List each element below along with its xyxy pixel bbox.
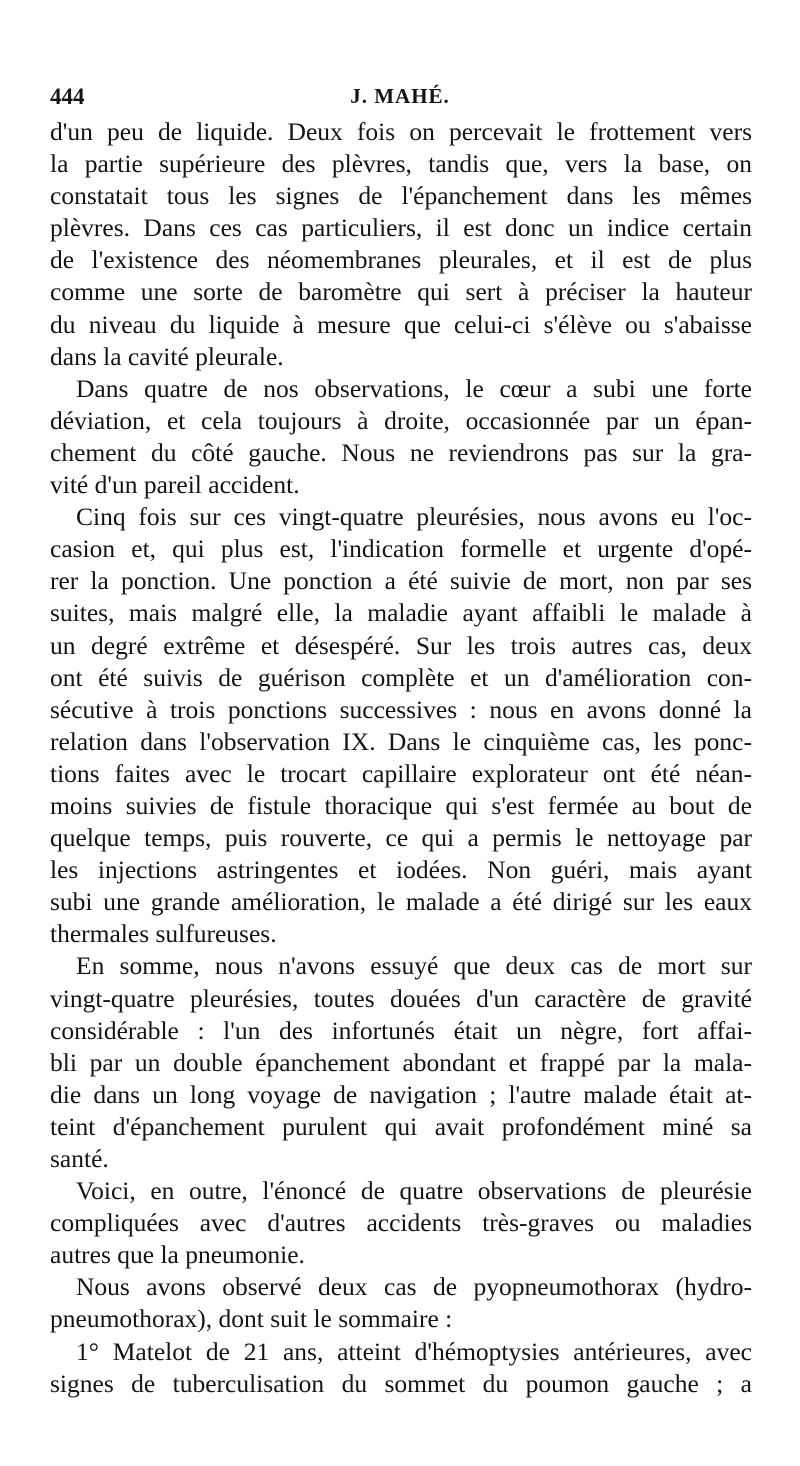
text-line: dans la cavité pleurale. — [50, 341, 284, 371]
paragraph — [50, 1336, 752, 1400]
text-line: vité d'un pareil accident. — [50, 470, 300, 500]
text-line: autres que la pneumonie. — [50, 1240, 305, 1270]
text-line: comme une sorte de baromètre qui sert à préciser la hauteur — [50, 277, 752, 307]
text-line: les injections astringentes et iodées. Non guéri, mais ayant — [50, 855, 752, 885]
text-line: d'un peu de liquide. Deux fois on percevait le frottement vers — [50, 117, 752, 146]
text-line: plèvres. Dans ces cas particuliers, il est donc un indice certain — [50, 213, 752, 243]
text-line: signes de tuberculisation du sommet du poumon gauche ; a — [50, 1368, 752, 1398]
text-line: casion et, qui plus est, l'indication formelle et urgente d'opé- — [50, 534, 752, 564]
text-line: 1° Matelot de 21 ans, atteint d'hémoptysies antérieures, avec — [76, 1336, 752, 1366]
text-line: die dans un long voyage de navigation ; l'autre malade était at- — [50, 1079, 752, 1109]
text-line: vingt-quatre pleurésies, toutes douées d'un caractère de gravité — [50, 983, 752, 1013]
page-number: 444 — [50, 84, 85, 109]
text-line: tions faites avec le trocart capillaire explorateur ont été néan- — [50, 758, 752, 788]
text-line: constatait tous les signes de l'épanchement dans les mêmes — [50, 181, 752, 211]
paragraph — [50, 373, 752, 501]
text-line: thermales sulfureuses. — [50, 919, 277, 949]
text-line: bli par un double épanchement abondant et frappé par la mala- — [50, 1047, 752, 1077]
text-line: suites, mais malgré elle, la maladie ayant affaibli le malade à — [50, 598, 752, 628]
paragraph — [50, 501, 752, 950]
paragraph — [50, 1175, 752, 1271]
text-line: de l'existence des néomembranes pleurales, et il est de plus — [50, 245, 752, 275]
text-line: chement du côté gauche. Nous ne reviendrons pas sur la gra- — [50, 437, 752, 467]
text-line: déviation, et cela toujours à droite, occasionnée par un épan- — [50, 405, 752, 435]
text-line: teint d'épanchement purulent qui avait profondément miné sa — [50, 1111, 752, 1141]
paragraph — [50, 950, 752, 1175]
text-line: rer la ponction. Une ponction a été suivie de mort, non par ses — [50, 566, 752, 596]
paragraph — [50, 116, 752, 373]
text-line: du niveau du liquide à mesure que celui-ci s'élève ou s'abaisse — [50, 309, 752, 339]
text-line: Voici, en outre, l'énoncé de quatre observations de pleurésie — [76, 1176, 752, 1206]
paragraph — [50, 1271, 752, 1335]
text-line: pneumothorax), dont suit le sommaire : — [50, 1304, 453, 1334]
text-line: considérable : l'un des infortunés était un nègre, fort affai- — [50, 1015, 752, 1045]
body-text — [50, 116, 752, 1400]
text-line: santé. — [50, 1144, 109, 1173]
text-line: En somme, nous n'avons essuyé que deux cas de mort sur — [76, 951, 752, 981]
text-line: Nous avons observé deux cas de pyopneumothorax (hydro- — [76, 1272, 752, 1302]
text-line: subi une grande amélioration, le malade a été dirigé sur les eaux — [50, 887, 752, 917]
running-head: J. MAHÉ. — [350, 84, 450, 108]
text-line: Cinq fois sur ces vingt-quatre pleurésies, nous avons eu l'oc- — [76, 502, 752, 532]
text-line: relation dans l'observation IX. Dans le cinquième cas, les ponc- — [50, 726, 752, 756]
text-line: sécutive à trois ponctions successives : nous en avons donné la — [50, 694, 752, 724]
text-line: la partie supérieure des plèvres, tandis que, vers la base, on — [50, 149, 752, 179]
text-line: un degré extrême et désespéré. Sur les trois autres cas, deux — [50, 630, 752, 660]
page-header — [50, 84, 750, 114]
text-line: ont été suivis de guérison complète et un d'amélioration con- — [50, 662, 752, 692]
text-line: Dans quatre de nos observations, le cœur a subi une forte — [76, 373, 752, 403]
text-line: compliquées avec d'autres accidents très-graves ou maladies — [50, 1208, 752, 1238]
text-line: quelque temps, puis rouverte, ce qui a permis le nettoyage par — [50, 823, 752, 853]
text-line: moins suivies de fistule thoracique qui s'est fermée au bout de — [50, 790, 752, 820]
